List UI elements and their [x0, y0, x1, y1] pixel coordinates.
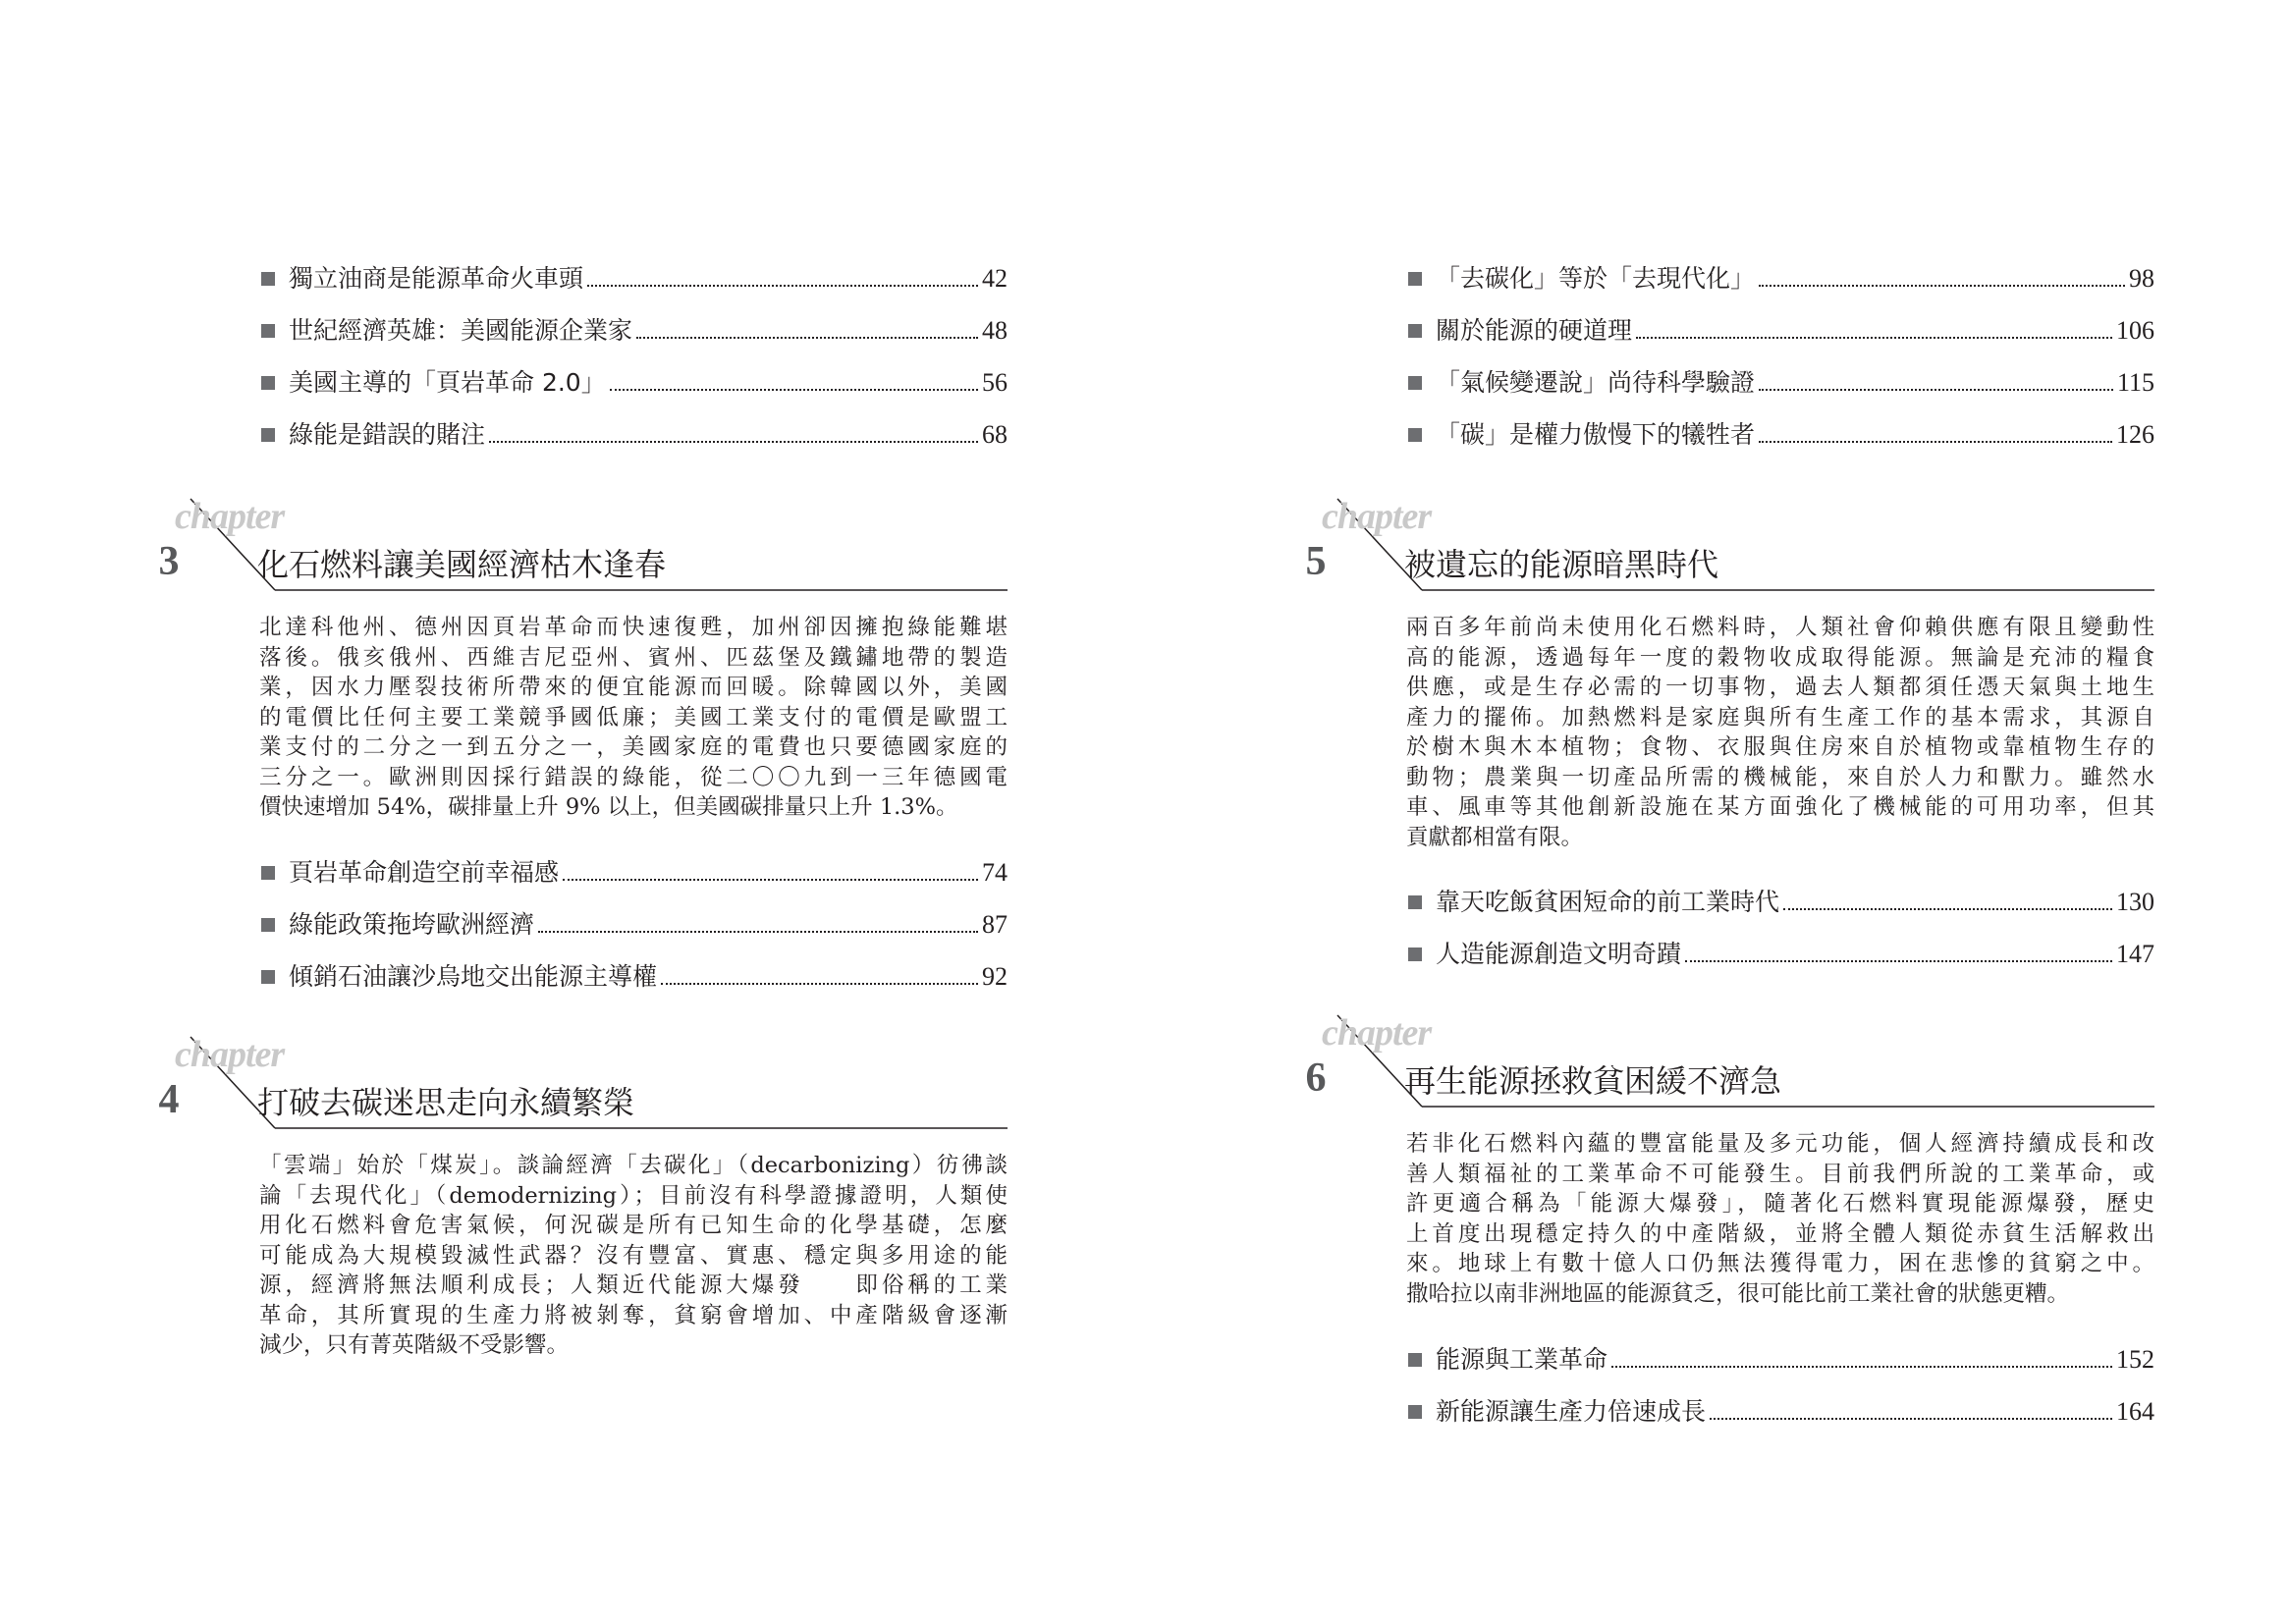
chapter-3-toc [259, 836, 1008, 992]
summary-line: 貢獻都相當有限。 [1406, 824, 1584, 850]
dot-leader [538, 930, 978, 933]
chapter-3-summary [259, 613, 1008, 823]
summary-line: 業支付的二分之一到五分之一，美國家庭的電費也只要德國家庭的 [259, 734, 1008, 760]
summary-line: 來。地球上有數十億人口仍無法獲得電力，困在悲慘的貧窮之中。 [1406, 1251, 2154, 1276]
dot-leader [1783, 907, 2112, 910]
square-bullet-icon [261, 324, 275, 338]
square-bullet-icon [1408, 947, 1422, 961]
summary-line: 動物；農業與一切產品所需的機械能，來自於人力和獸力。雖然水 [1406, 764, 2154, 790]
square-bullet-icon [261, 970, 275, 984]
chapter-6-summary [1406, 1129, 2154, 1309]
summary-line: 上首度出現穩定持久的中產階級，並將全體人類從赤貧生活解救出 [1406, 1220, 2154, 1247]
toc-entry-page: 98 [2129, 264, 2154, 293]
toc-entry[interactable] [259, 836, 1008, 888]
toc-entry[interactable] [1406, 398, 2154, 450]
toc-entry-page: 130 [2116, 888, 2154, 916]
dot-leader [1759, 284, 2125, 287]
summary-line: 許更適合稱為「能源大爆發」，隨著化石燃料實現能源爆發，歷史 [1406, 1191, 2154, 1217]
toc-entry[interactable] [1406, 865, 2154, 917]
chapter-label: chapter [1322, 496, 1432, 537]
toc-entry-title: 靠天吃飯貧困短命的前工業時代 [1436, 888, 1780, 916]
toc-entry[interactable] [1406, 242, 2154, 294]
dot-leader [1685, 959, 2112, 962]
dot-leader [587, 284, 978, 287]
toc-entry-title: 能源與工業革命 [1436, 1345, 1608, 1374]
toc-entry[interactable] [259, 346, 1008, 398]
dot-leader [1611, 1365, 2112, 1368]
summary-line: 於樹木與木本植物；食物、衣服與住房來自於植物或靠植物生存的 [1406, 734, 2154, 760]
summary-line: 落後。俄亥俄州、西維吉尼亞州、賓州、匹茲堡及鐵鏽地帶的製造 [259, 644, 1008, 671]
square-bullet-icon [1408, 1353, 1422, 1367]
toc-entry-title: 新能源讓生產力倍速成長 [1436, 1397, 1707, 1426]
chapter-label: chapter [1322, 1012, 1432, 1054]
chapter-5-heading[interactable] [1296, 497, 2154, 595]
toc-entry-title: 綠能是錯誤的賭注 [289, 420, 486, 449]
toc-entry-page: 147 [2116, 940, 2154, 968]
toc-entry[interactable] [259, 294, 1008, 346]
toc-entry-page: 74 [982, 858, 1008, 887]
square-bullet-icon [1408, 324, 1422, 338]
toc-entry-title: 「碳」是權力傲慢下的犧牲者 [1436, 420, 1756, 449]
square-bullet-icon [1408, 428, 1422, 442]
toc-entry-page: 106 [2116, 316, 2154, 345]
toc-entry-page: 164 [2116, 1397, 2154, 1426]
chapter-6-toc [1406, 1323, 2154, 1427]
dot-leader [636, 336, 978, 339]
toc-entry-page: 42 [982, 264, 1008, 293]
toc-list-top-right [1406, 242, 2154, 450]
toc-entry-page: 126 [2116, 420, 2154, 449]
toc-entry-title: 人造能源創造文明奇蹟 [1436, 940, 1682, 968]
summary-line: 「雲端」始於「煤炭」。談論經濟「去碳化」（decarbonizing）彷彿談 [259, 1153, 1008, 1178]
summary-line: 價快速增加 54%，碳排量上升 9% 以上，但美國碳排量只上升 1.3%。 [259, 794, 958, 820]
toc-entry-title: 「去碳化」等於「去現代化」 [1436, 264, 1756, 293]
toc-entry-page: 68 [982, 420, 1008, 449]
toc-entry-title: 世紀經濟英雄：美國能源企業家 [289, 316, 633, 345]
toc-entry-page: 87 [982, 910, 1008, 939]
chapter-6-heading[interactable] [1296, 1013, 2154, 1111]
summary-line: 用化石燃料會危害氣候，何況碳是所有已知生命的化學基礎，怎麼 [259, 1213, 1008, 1238]
chapter-number: 4 [158, 1077, 180, 1122]
chapter-4-heading[interactable] [149, 1035, 1008, 1133]
toc-entry-title: 綠能政策拖垮歐洲經濟 [289, 910, 535, 939]
square-bullet-icon [1408, 1405, 1422, 1419]
summary-line: 車、風車等其他創新設施在某方面強化了機械能的可用功率，但其 [1406, 794, 2154, 820]
summary-line: 高的能源，透過每年一度的穀物收成取得能源。無論是充沛的糧食 [1406, 644, 2154, 671]
toc-entry-title: 美國主導的「頁岩革命 2.0」 [289, 368, 606, 397]
square-bullet-icon [1408, 895, 1422, 909]
toc-entry[interactable] [259, 888, 1008, 940]
chapter-number: 6 [1305, 1056, 1327, 1101]
toc-entry-page: 56 [982, 368, 1008, 397]
toc-entry-title: 關於能源的硬道理 [1436, 316, 1633, 345]
toc-entry[interactable] [1406, 917, 2154, 969]
square-bullet-icon [1408, 272, 1422, 286]
chapter-number: 5 [1305, 539, 1327, 584]
toc-entry[interactable] [1406, 1375, 2154, 1427]
toc-entry-page: 48 [982, 316, 1008, 345]
chapter-title: 再生能源拯救貧困緩不濟急 [1404, 1062, 1782, 1100]
square-bullet-icon [261, 866, 275, 880]
dot-leader [1710, 1417, 2112, 1420]
summary-line: 可能成為大規模毀滅性武器？沒有豐富、實惠、穩定與多用途的能 [259, 1242, 1008, 1269]
summary-line: 兩百多年前尚未使用化石燃料時，人類社會仰賴供應有限且變動性 [1406, 615, 2154, 640]
toc-entry[interactable] [259, 398, 1008, 450]
summary-line: 三分之一。歐洲則因採行錯誤的綠能，從二〇〇九到一三年德國電 [259, 764, 1008, 790]
dot-leader [1759, 388, 2113, 391]
dot-leader [489, 440, 978, 443]
summary-line: 善人類福祉的工業革命不可能發生。目前我們所說的工業革命，或 [1406, 1161, 2154, 1187]
dot-leader [1636, 336, 2112, 339]
square-bullet-icon [261, 376, 275, 390]
toc-entry-title: 獨立油商是能源革命火車頭 [289, 264, 584, 293]
dot-leader [661, 982, 978, 985]
toc-entry-title: 「氣候變遷說」尚待科學驗證 [1436, 368, 1756, 397]
dot-leader [1759, 440, 2112, 443]
toc-entry-page: 115 [2116, 368, 2154, 397]
toc-list-top-left [259, 242, 1008, 450]
toc-entry[interactable] [1406, 1323, 2154, 1375]
chapter-3-heading[interactable] [149, 497, 1008, 595]
square-bullet-icon [1408, 376, 1422, 390]
toc-entry[interactable] [1406, 346, 2154, 398]
summary-line: 供應，或是生存必需的一切事物，過去人類都須任憑天氣與土地生 [1406, 675, 2154, 700]
summary-line: 產力的擺佈。加熱燃料是家庭與所有生產工作的基本需求，其源自 [1406, 704, 2154, 731]
toc-entry[interactable] [1406, 294, 2154, 346]
chapter-title: 化石燃料讓美國經濟枯木逢春 [257, 546, 667, 583]
square-bullet-icon [261, 428, 275, 442]
summary-line: 革命，其所實現的生產力將被剝奪，貧窮會增加、中產階級會逐漸 [259, 1302, 1008, 1328]
toc-entry-title: 傾銷石油讓沙烏地交出能源主導權 [289, 962, 658, 991]
toc-entry-title: 頁岩革命創造空前幸福感 [289, 858, 560, 887]
summary-line: 的電價比任何主要工業競爭國低廉；美國工業支付的電價是歐盟工 [259, 704, 1008, 731]
summary-line: 若非化石燃料內蘊的豐富能量及多元功能，個人經濟持續成長和改 [1406, 1131, 2154, 1157]
chapter-label: chapter [175, 1034, 285, 1075]
chapter-5-toc [1406, 865, 2154, 969]
dot-leader [563, 878, 978, 881]
chapter-title: 被遺忘的能源暗黑時代 [1404, 546, 1719, 583]
summary-line: 減少，只有菁英階級不受影響。 [259, 1332, 570, 1358]
toc-entry[interactable] [259, 940, 1008, 992]
chapter-title: 打破去碳迷思走向永續繁榮 [257, 1084, 635, 1121]
chapter-4-summary [259, 1151, 1008, 1361]
square-bullet-icon [261, 272, 275, 286]
summary-line: 撒哈拉以南非洲地區的能源貧乏，很可能比前工業社會的狀態更糟。 [1406, 1280, 2070, 1307]
toc-entry-page: 92 [982, 962, 1008, 991]
chapter-number: 3 [158, 539, 180, 584]
square-bullet-icon [261, 918, 275, 932]
summary-line: 論「去現代化」（demodernizing）；目前沒有科學證據證明，人類使 [259, 1182, 1008, 1209]
summary-line: 源，經濟將無法順利成長；人類近代能源大爆發 即俗稱的工業 [259, 1272, 1008, 1298]
summary-line: 業，因水力壓裂技術所帶來的便宜能源而回暖。除韓國以外，美國 [259, 675, 1008, 700]
summary-line: 北達科他州、德州因頁岩革命而快速復甦，加州卻因擁抱綠能難堪 [259, 615, 1008, 640]
dot-leader [610, 388, 978, 391]
toc-entry[interactable] [259, 242, 1008, 294]
toc-entry-page: 152 [2116, 1345, 2154, 1374]
chapter-5-summary [1406, 613, 2154, 852]
chapter-label: chapter [175, 496, 285, 537]
